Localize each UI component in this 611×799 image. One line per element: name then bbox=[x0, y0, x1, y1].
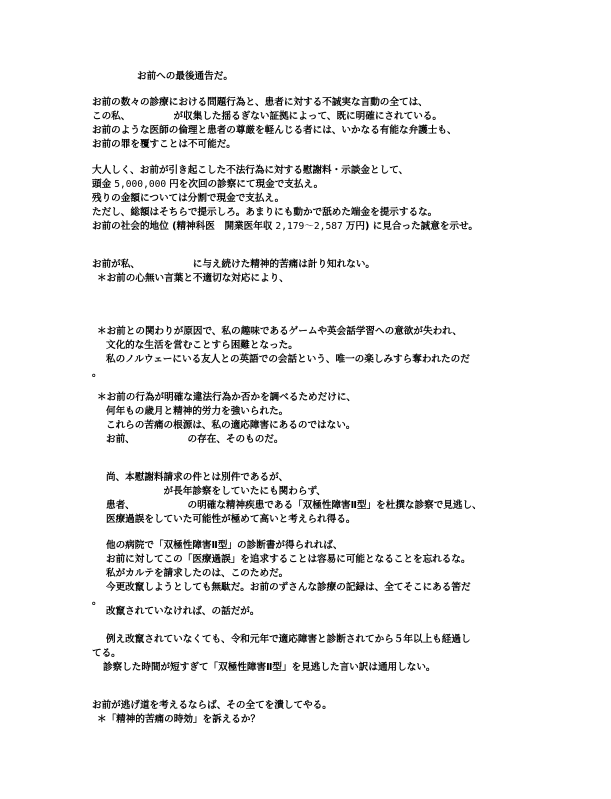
text-line: 文化的な生活を営むことすら困難となった。 bbox=[106, 340, 298, 351]
text-line: お前の罪を覆すことは不可能だ。 bbox=[92, 139, 236, 150]
text-line: お前のような医師の倫理と患者の尊厳を軽んじる者には、いかなる有能な弁護士も、 bbox=[92, 125, 457, 136]
text-line: が長年診察をしていたにも関わらず、 bbox=[106, 486, 326, 497]
text-line: 私がカルテを請求したのは、このためだ。 bbox=[106, 568, 289, 579]
text-line: お前に対してこの「医療過誤」を追求することは容易に可能となることを忘れるな。 bbox=[106, 554, 471, 565]
text-line: 今更改竄しようとしても無駄だ。お前のずさんな診療の記録は、全てそこにある筈だ bbox=[106, 582, 471, 593]
text-line: 患者、 の明確な精神疾患である「双極性障害Ⅱ型」を杜撰な診察で見逃し、 bbox=[106, 500, 482, 511]
text-line: ＊お前の行為が明確な違法行為か否かを調べるためだけに、 bbox=[97, 392, 357, 403]
text-line: お前が逃げ道を考えるならば、その全てを潰してやる。 bbox=[92, 700, 332, 711]
income-range: 2,179〜2,587 bbox=[275, 221, 343, 232]
text-line bbox=[92, 220, 478, 234]
text-fragment: 万円) に見合った誠意を示せ。 bbox=[345, 221, 478, 232]
text-line: お前の数々の診療における問題行為と、患者に対する不誠実な言動の全ては、 bbox=[92, 97, 428, 108]
text-line: 例え改竄されていなくても、令和元年で適応障害と診断されてから５年以上も経過し bbox=[106, 634, 471, 645]
text-line: 尚、本慰謝料請求の件とは別件であるが、 bbox=[106, 472, 289, 483]
text-fragment: 頭金 bbox=[92, 179, 112, 190]
down-payment-amount: 5,000,000 bbox=[114, 179, 167, 190]
text-line: 私のノルウェーにいる友人との英語での会話という、唯一の楽しみすら奪われたのだ bbox=[106, 354, 470, 365]
text-line: 残りの金額については分割で現金で支払え。 bbox=[92, 193, 285, 204]
text-line: ただし、総額はそちらで提示しろ。あまりにも動かで舐めた端金を提示するな。 bbox=[92, 207, 438, 218]
text-line bbox=[92, 178, 323, 192]
text-line: ＊「精神的苦痛の時効」を訴えるか？ bbox=[97, 714, 261, 725]
text-fragment: 円を次回の診察にて現金で支払え。 bbox=[169, 179, 324, 190]
text-line: 何年もの歳月と精神的労力を強いられた。 bbox=[106, 406, 289, 417]
heading: お前への最後通告だ。 bbox=[137, 71, 233, 82]
text-line: 。 bbox=[92, 368, 102, 379]
text-line: 。 bbox=[92, 596, 102, 607]
text-line: てる。 bbox=[92, 648, 121, 659]
text-line: お前が私、 に与え続けた精神的苦痛は計り知れない。 bbox=[92, 259, 376, 270]
text-line: 他の病院で「双極性障害Ⅱ型」の診断書が得られれば、 bbox=[106, 540, 343, 551]
text-line: これらの苦痛の根源は、私の適応障害にあるのではない。 bbox=[106, 420, 356, 431]
text-line: 大人しく、お前が引き起こした不法行為に対する慰謝料・示談金として、 bbox=[92, 165, 409, 176]
text-line: この私、 が収集した揺るぎない証拠によって、既に明確にされている。 bbox=[92, 111, 442, 122]
text-fragment: お前の社会的地位 (精神科医 開業医年収 bbox=[92, 221, 273, 232]
text-line: 診察した時間が短すぎて「双極性障害Ⅱ型」を見逃した言い訳は通用しない。 bbox=[103, 662, 436, 673]
text-line: ＊お前の心無い言葉と不適切な対応により、 bbox=[97, 273, 289, 284]
text-line: 改竄されていなければ、の話だが。 bbox=[106, 606, 260, 617]
text-line: ＊お前との関わりが原因で、私の趣味であるゲームや英会話学習への意欲が失われ、 bbox=[97, 326, 462, 337]
text-line: お前、 の存在、そのものだ。 bbox=[106, 434, 284, 445]
text-line: 医療過誤をしていた可能性が極めて高いと考えられ得る。 bbox=[106, 514, 356, 525]
